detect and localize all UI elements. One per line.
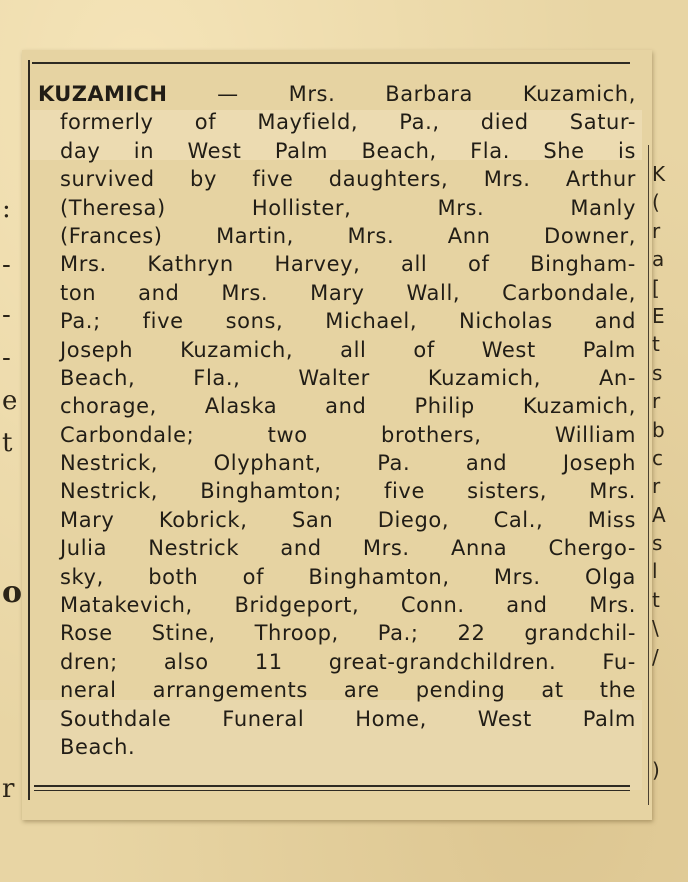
left-fragment: r — [2, 774, 15, 804]
right-fragment — [652, 671, 688, 699]
right-fragment: \ — [652, 616, 659, 641]
article-line: survived by five daughters, Mrs. Arthur — [60, 167, 636, 192]
article-line: Carbondale; two brothers, William — [60, 422, 636, 447]
article-line: (Theresa) Hollister, Mrs. Manly — [60, 195, 636, 220]
clipping-right-edge — [648, 145, 650, 805]
right-fragment: t — [652, 332, 660, 357]
article-line: day in West Palm Beach, Fla. She is — [60, 138, 636, 163]
left-fragment: - — [2, 343, 11, 373]
right-fragment: E — [652, 303, 665, 328]
right-fragment: b — [652, 417, 665, 442]
right-fragment: A — [652, 502, 666, 527]
article-line: Julia Nestrick and Mrs. Anna Chergo- — [60, 536, 636, 561]
right-fragment: r — [652, 218, 661, 243]
deceased-surname: KUZAMICH — [38, 82, 168, 106]
top-rule — [32, 62, 630, 64]
right-fragment: ) — [652, 758, 660, 783]
article-line: Beach. — [60, 734, 136, 759]
article-line: formerly of Mayfield, Pa., died Satur- — [60, 110, 636, 135]
left-rule — [28, 60, 30, 800]
left-fragment: e — [2, 386, 18, 416]
obituary-article — [38, 80, 636, 761]
article-line: Southdale Funeral Home, West Palm — [60, 706, 636, 731]
article-line: Mary Kobrick, San Diego, Cal., Miss — [60, 507, 636, 532]
adjacent-column-right — [652, 160, 688, 800]
right-fragment: a — [652, 247, 665, 272]
lead-text: — Mrs. Barbara Kuzamich, — [167, 82, 636, 106]
article-line: ton and Mrs. Mary Wall, Carbondale, — [60, 280, 636, 305]
left-fragment: : — [2, 194, 11, 224]
bottom-rule — [34, 790, 630, 791]
right-fragment: r — [652, 389, 661, 414]
right-fragment: s — [652, 531, 663, 556]
right-fragment: K — [652, 162, 666, 186]
article-line: neral arrangements are pending at the — [60, 678, 636, 703]
right-fragment: c — [652, 445, 663, 470]
bottom-rule — [34, 785, 630, 787]
right-fragment: [ — [652, 275, 660, 300]
right-fragment: t — [652, 587, 660, 612]
article-line-lead — [38, 80, 636, 108]
article-line: Mrs. Kathryn Harvey, all of Bingham- — [60, 252, 636, 277]
article-line: chorage, Alaska and Philip Kuzamich, — [60, 394, 636, 419]
right-fragment: / — [652, 644, 659, 669]
left-fragment: - — [2, 250, 11, 280]
article-line: Nestrick, Olyphant, Pa. and Joseph — [60, 451, 636, 476]
article-line: dren; also 11 great-grandchildren. Fu- — [60, 649, 636, 674]
article-line: Pa.; five sons, Michael, Nicholas and — [60, 309, 636, 334]
article-line: Nestrick, Binghamton; five sisters, Mrs. — [60, 479, 636, 504]
right-fragment — [652, 699, 688, 727]
right-fragment — [652, 728, 688, 756]
left-fragment: o — [2, 575, 23, 610]
left-fragment: - — [2, 300, 11, 330]
article-line: sky, both of Binghamton, Mrs. Olga — [60, 564, 636, 589]
article-line: Beach, Fla., Walter Kuzamich, An- — [60, 365, 636, 390]
right-fragment: l — [652, 559, 658, 584]
article-line: Joseph Kuzamich, all of West Palm — [60, 337, 636, 362]
left-fragment: t — [2, 428, 13, 458]
right-fragment: r — [652, 474, 661, 499]
right-fragment: ( — [652, 190, 660, 215]
article-line: Matakevich, Bridgeport, Conn. and Mrs. — [60, 593, 636, 618]
right-fragment: s — [652, 360, 663, 385]
article-line: Rose Stine, Throop, Pa.; 22 grandchil- — [60, 621, 636, 646]
article-line: (Frances) Martin, Mrs. Ann Downer, — [60, 223, 636, 248]
